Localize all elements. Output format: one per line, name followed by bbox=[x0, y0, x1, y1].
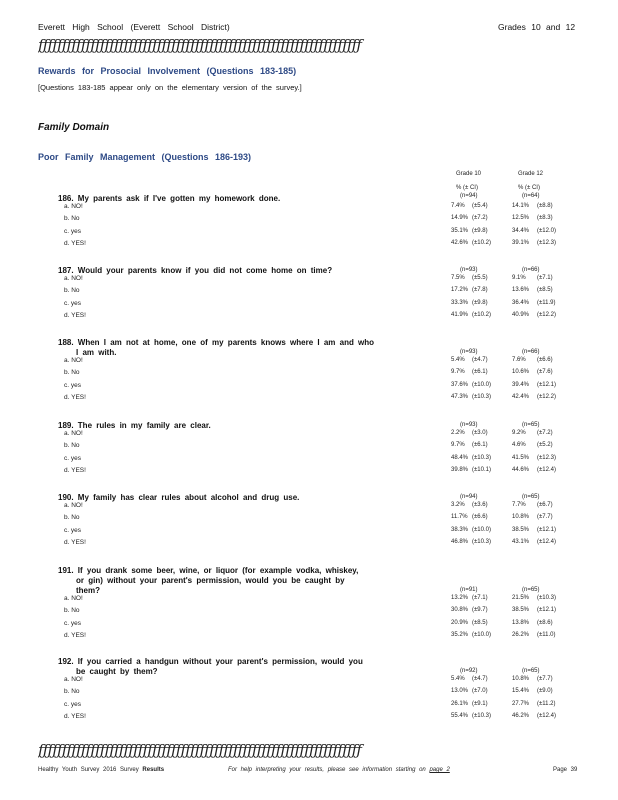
grade10-ci: (±4.7) bbox=[472, 357, 488, 363]
grade10-percent: 20.9% bbox=[451, 619, 469, 626]
grade12-percent: 9.2% bbox=[512, 430, 526, 436]
grade10-ci: (±3.6) bbox=[472, 502, 488, 508]
rewards-note: [Questions 183-185 appear only on the elementary version of the survey.] bbox=[38, 83, 302, 92]
grade10-ci: (±6.1) bbox=[472, 442, 488, 449]
answer-option-label: d. YES! bbox=[64, 311, 86, 319]
grade12-ci: (±7.7) bbox=[537, 676, 553, 682]
question-text: 189. The rules in my family are clear. bbox=[58, 421, 211, 430]
answer-option-label: a. NO! bbox=[64, 357, 83, 364]
grade10-ci: (±10.3) bbox=[472, 712, 491, 719]
question-text: them? bbox=[76, 586, 100, 595]
grade10-n-count: (n=93) bbox=[460, 267, 478, 273]
grade10-ci: (±10.3) bbox=[472, 538, 491, 545]
answer-option-label: b. No bbox=[64, 369, 80, 377]
grade10-ci: (±6.6) bbox=[472, 514, 488, 521]
grade10-percent: 38.3% bbox=[451, 526, 469, 533]
grade10-percent: 17.2% bbox=[451, 287, 469, 294]
question-text: 190. My family has clear rules about alcohol and drug use. bbox=[58, 493, 300, 502]
grade10-percent: 46.8% bbox=[451, 538, 469, 545]
school-header: Everett High School (Everett School District) bbox=[38, 22, 230, 32]
answer-option-label: d. YES! bbox=[64, 712, 86, 720]
grade12-percent: 12.5% bbox=[512, 215, 530, 222]
grade12-ci: (±12.4) bbox=[537, 466, 556, 473]
answer-option-label: b. No bbox=[64, 514, 80, 522]
question-text: 187. Would your parents know if you did not come home on time? bbox=[58, 266, 333, 275]
domain-title: Family Domain bbox=[38, 122, 110, 133]
grade12-n-count: (n=65) bbox=[522, 494, 540, 500]
grade10-percent: 47.3% bbox=[451, 393, 469, 400]
grade12-percent: 4.6% bbox=[512, 442, 526, 449]
grade12-n-count: (n=66) bbox=[522, 267, 540, 273]
answer-option-label: c. yes bbox=[64, 454, 81, 462]
grade12-ci: (±12.0) bbox=[537, 227, 556, 234]
grade10-percent: 41.9% bbox=[451, 311, 469, 318]
grade12-percent: 21.5% bbox=[512, 595, 530, 601]
grade10-percent: 26.1% bbox=[451, 700, 469, 707]
question-text: or gin) without your parent's permission, would you be caught by bbox=[76, 576, 345, 585]
grade12-percent: 27.7% bbox=[512, 700, 530, 707]
footer-help-text: For help interpreting your results, please see information starting on bbox=[228, 767, 426, 773]
rewards-section-title: Rewards for Prosocial Involvement (Questions 183-185) bbox=[38, 66, 297, 76]
grade10-ci: (±7.2) bbox=[472, 215, 488, 222]
question-text: 188. When I am not at home, one of my parents knows where I am and who bbox=[58, 338, 375, 347]
grade10-percent: 48.4% bbox=[451, 454, 469, 461]
answer-option-label: b. No bbox=[64, 607, 80, 615]
grade12-ci: (±6.7) bbox=[537, 502, 553, 508]
grade10-ci: (±10.1) bbox=[472, 466, 491, 473]
answer-option-label: a. NO! bbox=[64, 430, 83, 437]
grade10-ci: (±9.1) bbox=[472, 700, 488, 707]
grade12-ci: (±7.2) bbox=[537, 430, 553, 436]
question-text: I am with. bbox=[76, 348, 117, 357]
footer-page-link[interactable]: page 2 bbox=[429, 767, 450, 773]
grade12-percent: 34.4% bbox=[512, 227, 530, 234]
grade12-percent: 14.1% bbox=[512, 203, 530, 209]
grade12-ci: (±9.0) bbox=[537, 688, 553, 695]
question-text: 186. My parents ask if I've gotten my homework done. bbox=[58, 194, 281, 203]
grade12-percent: 13.8% bbox=[512, 619, 530, 626]
grade10-percent: 2.2% bbox=[451, 430, 465, 436]
grade10-percent: 30.8% bbox=[451, 607, 469, 614]
grade10-ci: (±7.8) bbox=[472, 287, 488, 294]
grade12-ci: (±11.2) bbox=[537, 700, 556, 707]
grade10-percent: 39.8% bbox=[451, 466, 469, 473]
answer-option-label: c. yes bbox=[64, 227, 81, 235]
question-text: 192. If you carried a handgun without your parent's permission, would you bbox=[58, 657, 363, 666]
grade10-percent: 5.4% bbox=[451, 357, 465, 363]
answer-option-label: d. YES! bbox=[64, 631, 86, 639]
grade10-ci: (±10.3) bbox=[472, 454, 491, 461]
grade10-percent: 3.2% bbox=[451, 502, 465, 508]
grade12-percent: 10.8% bbox=[512, 676, 530, 682]
bottom-rule: ƒƒƒƒƒƒƒƒƒƒƒƒƒƒƒƒƒƒƒƒƒƒƒƒƒƒƒƒƒƒƒƒƒƒƒƒƒƒƒƒƒƒƒƒƒƒƒƒƒƒƒƒƒƒƒƒƒƒƒƒƒƒƒƒƒƒƒƒ bbox=[38, 741, 362, 759]
footer-page-number: Page 39 bbox=[553, 767, 578, 773]
grade12-percent: 39.4% bbox=[512, 381, 530, 388]
answer-option-label: d. YES! bbox=[64, 466, 86, 474]
grade12-percent: 38.5% bbox=[512, 607, 530, 614]
grade10-percent: 35.2% bbox=[451, 631, 469, 638]
footer-survey-name: Healthy Youth Survey 2016 Survey bbox=[38, 767, 139, 773]
grade12-ci: (±12.1) bbox=[537, 381, 556, 388]
grade10-ci: (±10.3) bbox=[472, 393, 491, 400]
grade12-percent: 7.6% bbox=[512, 357, 526, 363]
grade12-percent: 41.5% bbox=[512, 454, 530, 461]
grade12-percent: 40.9% bbox=[512, 311, 530, 318]
grade12-ci: (±11.9) bbox=[537, 299, 556, 306]
grade10-percent: 33.3% bbox=[451, 299, 469, 306]
grade12-ci: (±10.3) bbox=[537, 595, 556, 601]
question-text: be caught by them? bbox=[76, 667, 158, 676]
grade12-percent: 7.7% bbox=[512, 502, 526, 508]
answer-option-label: a. NO! bbox=[64, 502, 83, 509]
grade10-ci: (±9.7) bbox=[472, 607, 488, 614]
answer-option-label: a. NO! bbox=[64, 203, 83, 210]
grade10-n-count: (n=92) bbox=[460, 668, 478, 674]
grade12-ci: (±7.7) bbox=[537, 514, 553, 521]
grade12-ci: (±6.6) bbox=[537, 357, 553, 363]
grade10-percent: 55.4% bbox=[451, 712, 469, 719]
grade12-percent: 10.8% bbox=[512, 514, 530, 521]
grade12-ci: (±5.2) bbox=[537, 442, 553, 449]
grade10-ci: (±5.5) bbox=[472, 275, 488, 281]
grade10-ci: (±5.4) bbox=[472, 203, 488, 209]
grade12-n-count: (n=65) bbox=[522, 668, 540, 674]
grade12-n-count: (n=66) bbox=[522, 349, 540, 355]
answer-option-label: c. yes bbox=[64, 526, 81, 534]
grade12-ci: (±12.3) bbox=[537, 454, 556, 461]
grade12-ci: (±8.5) bbox=[537, 287, 553, 294]
answer-option-label: a. NO! bbox=[64, 676, 83, 683]
grade10-percent: 7.4% bbox=[451, 203, 465, 209]
grade10-percent: 42.6% bbox=[451, 239, 469, 246]
footer-help bbox=[228, 767, 450, 773]
grade10-ci: (±10.2) bbox=[472, 239, 491, 246]
grade10-ci: (±4.7) bbox=[472, 676, 488, 682]
grade10-percent: 5.4% bbox=[451, 676, 465, 682]
grade12-ci: (±12.1) bbox=[537, 526, 556, 533]
grade12-ci: (±12.2) bbox=[537, 311, 556, 318]
answer-option-label: d. YES! bbox=[64, 393, 86, 401]
grade12-percent: 36.4% bbox=[512, 299, 530, 306]
answer-option-label: c. yes bbox=[64, 381, 81, 389]
grade10-n-count: (n=94) bbox=[460, 193, 478, 199]
grade10-percent: 13.0% bbox=[451, 688, 469, 695]
grade12-percent: 13.6% bbox=[512, 287, 530, 294]
grade12-percent: 46.2% bbox=[512, 712, 530, 719]
answer-option-label: a. NO! bbox=[64, 275, 83, 282]
grade12-ci: (±12.4) bbox=[537, 538, 556, 545]
grade10-ci: (±10.2) bbox=[472, 311, 491, 318]
grade10-percent: 9.7% bbox=[451, 369, 465, 376]
grade10-ci: (±7.0) bbox=[472, 688, 488, 695]
footer-left bbox=[38, 767, 164, 773]
grade10-ci: (±3.0) bbox=[472, 430, 488, 436]
grades-header: Grades 10 and 12 bbox=[498, 22, 576, 32]
grade12-ci: (±8.3) bbox=[537, 215, 553, 222]
grade12-ci: (±12.1) bbox=[537, 607, 556, 614]
grade10-percent: 11.7% bbox=[451, 514, 468, 521]
footer-results: Results bbox=[142, 767, 165, 773]
grade10-header: Grade 10 bbox=[456, 171, 482, 177]
grade10-percent: 14.9% bbox=[451, 215, 469, 222]
grade10-n-count: (n=94) bbox=[460, 494, 478, 500]
grade12-percent: 39.1% bbox=[512, 239, 530, 246]
grade12-ci: (±7.6) bbox=[537, 369, 553, 376]
grade12-percent: 42.4% bbox=[512, 393, 530, 400]
grade10-ci: (±10.0) bbox=[472, 381, 491, 388]
grade10-percent: 37.6% bbox=[451, 381, 469, 388]
answer-option-label: c. yes bbox=[64, 619, 81, 627]
grade10-ci: (±9.8) bbox=[472, 299, 488, 306]
grade12-header: Grade 12 bbox=[518, 171, 544, 177]
grade10-pct-label: % (± CI) bbox=[456, 185, 478, 191]
grade12-percent: 15.4% bbox=[512, 688, 530, 695]
grade10-ci: (±9.8) bbox=[472, 227, 488, 234]
answer-option-label: c. yes bbox=[64, 700, 81, 708]
grade12-pct-label: % (± CI) bbox=[518, 185, 540, 191]
grade12-ci: (±12.3) bbox=[537, 239, 556, 246]
grade12-n-count: (n=65) bbox=[522, 422, 540, 428]
grade10-ci: (±6.1) bbox=[472, 369, 488, 376]
answer-option-label: b. No bbox=[64, 688, 80, 696]
grade12-percent: 38.5% bbox=[512, 526, 530, 533]
grade10-ci: (±10.0) bbox=[472, 631, 491, 638]
grade10-n-count: (n=91) bbox=[460, 587, 478, 593]
grade12-ci: (±12.4) bbox=[537, 712, 556, 719]
answer-option-label: b. No bbox=[64, 442, 80, 450]
grade12-percent: 9.1% bbox=[512, 275, 526, 281]
grade10-ci: (±10.0) bbox=[472, 526, 491, 533]
grade10-percent: 7.5% bbox=[451, 275, 465, 281]
answer-option-label: a. NO! bbox=[64, 595, 83, 602]
question-text: 191. If you drank some beer, wine, or liquor (for example vodka, whiskey, bbox=[58, 566, 359, 575]
answer-option-label: c. yes bbox=[64, 299, 81, 307]
grade12-ci: (±12.2) bbox=[537, 393, 556, 400]
grade10-n-count: (n=93) bbox=[460, 422, 478, 428]
grade12-ci: (±8.8) bbox=[537, 203, 553, 209]
answer-option-label: b. No bbox=[64, 215, 80, 223]
grade10-n-count: (n=93) bbox=[460, 349, 478, 355]
grade12-ci: (±7.1) bbox=[537, 275, 553, 281]
answer-option-label: d. YES! bbox=[64, 239, 86, 247]
grade12-percent: 10.6% bbox=[512, 369, 530, 376]
top-rule: ƒƒƒƒƒƒƒƒƒƒƒƒƒƒƒƒƒƒƒƒƒƒƒƒƒƒƒƒƒƒƒƒƒƒƒƒƒƒƒƒƒƒƒƒƒƒƒƒƒƒƒƒƒƒƒƒƒƒƒƒƒƒƒƒƒƒƒƒ bbox=[38, 36, 362, 54]
answer-option-label: b. No bbox=[64, 287, 80, 295]
grade12-ci: (±8.6) bbox=[537, 619, 553, 626]
answer-option-label: d. YES! bbox=[64, 538, 86, 546]
grade10-percent: 35.1% bbox=[451, 227, 469, 234]
grade10-ci: (±7.1) bbox=[472, 595, 488, 601]
grade12-percent: 43.1% bbox=[512, 538, 530, 545]
grade10-percent: 9.7% bbox=[451, 442, 465, 449]
grade12-percent: 26.2% bbox=[512, 631, 530, 638]
grade12-n-count: (n=65) bbox=[522, 587, 540, 593]
grade10-ci: (±8.5) bbox=[472, 619, 488, 626]
section-title: Poor Family Management (Questions 186-193) bbox=[38, 152, 252, 162]
grade12-n-count: (n=64) bbox=[522, 193, 540, 199]
grade12-ci: (±11.0) bbox=[537, 631, 556, 638]
grade12-percent: 44.6% bbox=[512, 466, 530, 473]
grade10-percent: 13.2% bbox=[451, 595, 469, 601]
